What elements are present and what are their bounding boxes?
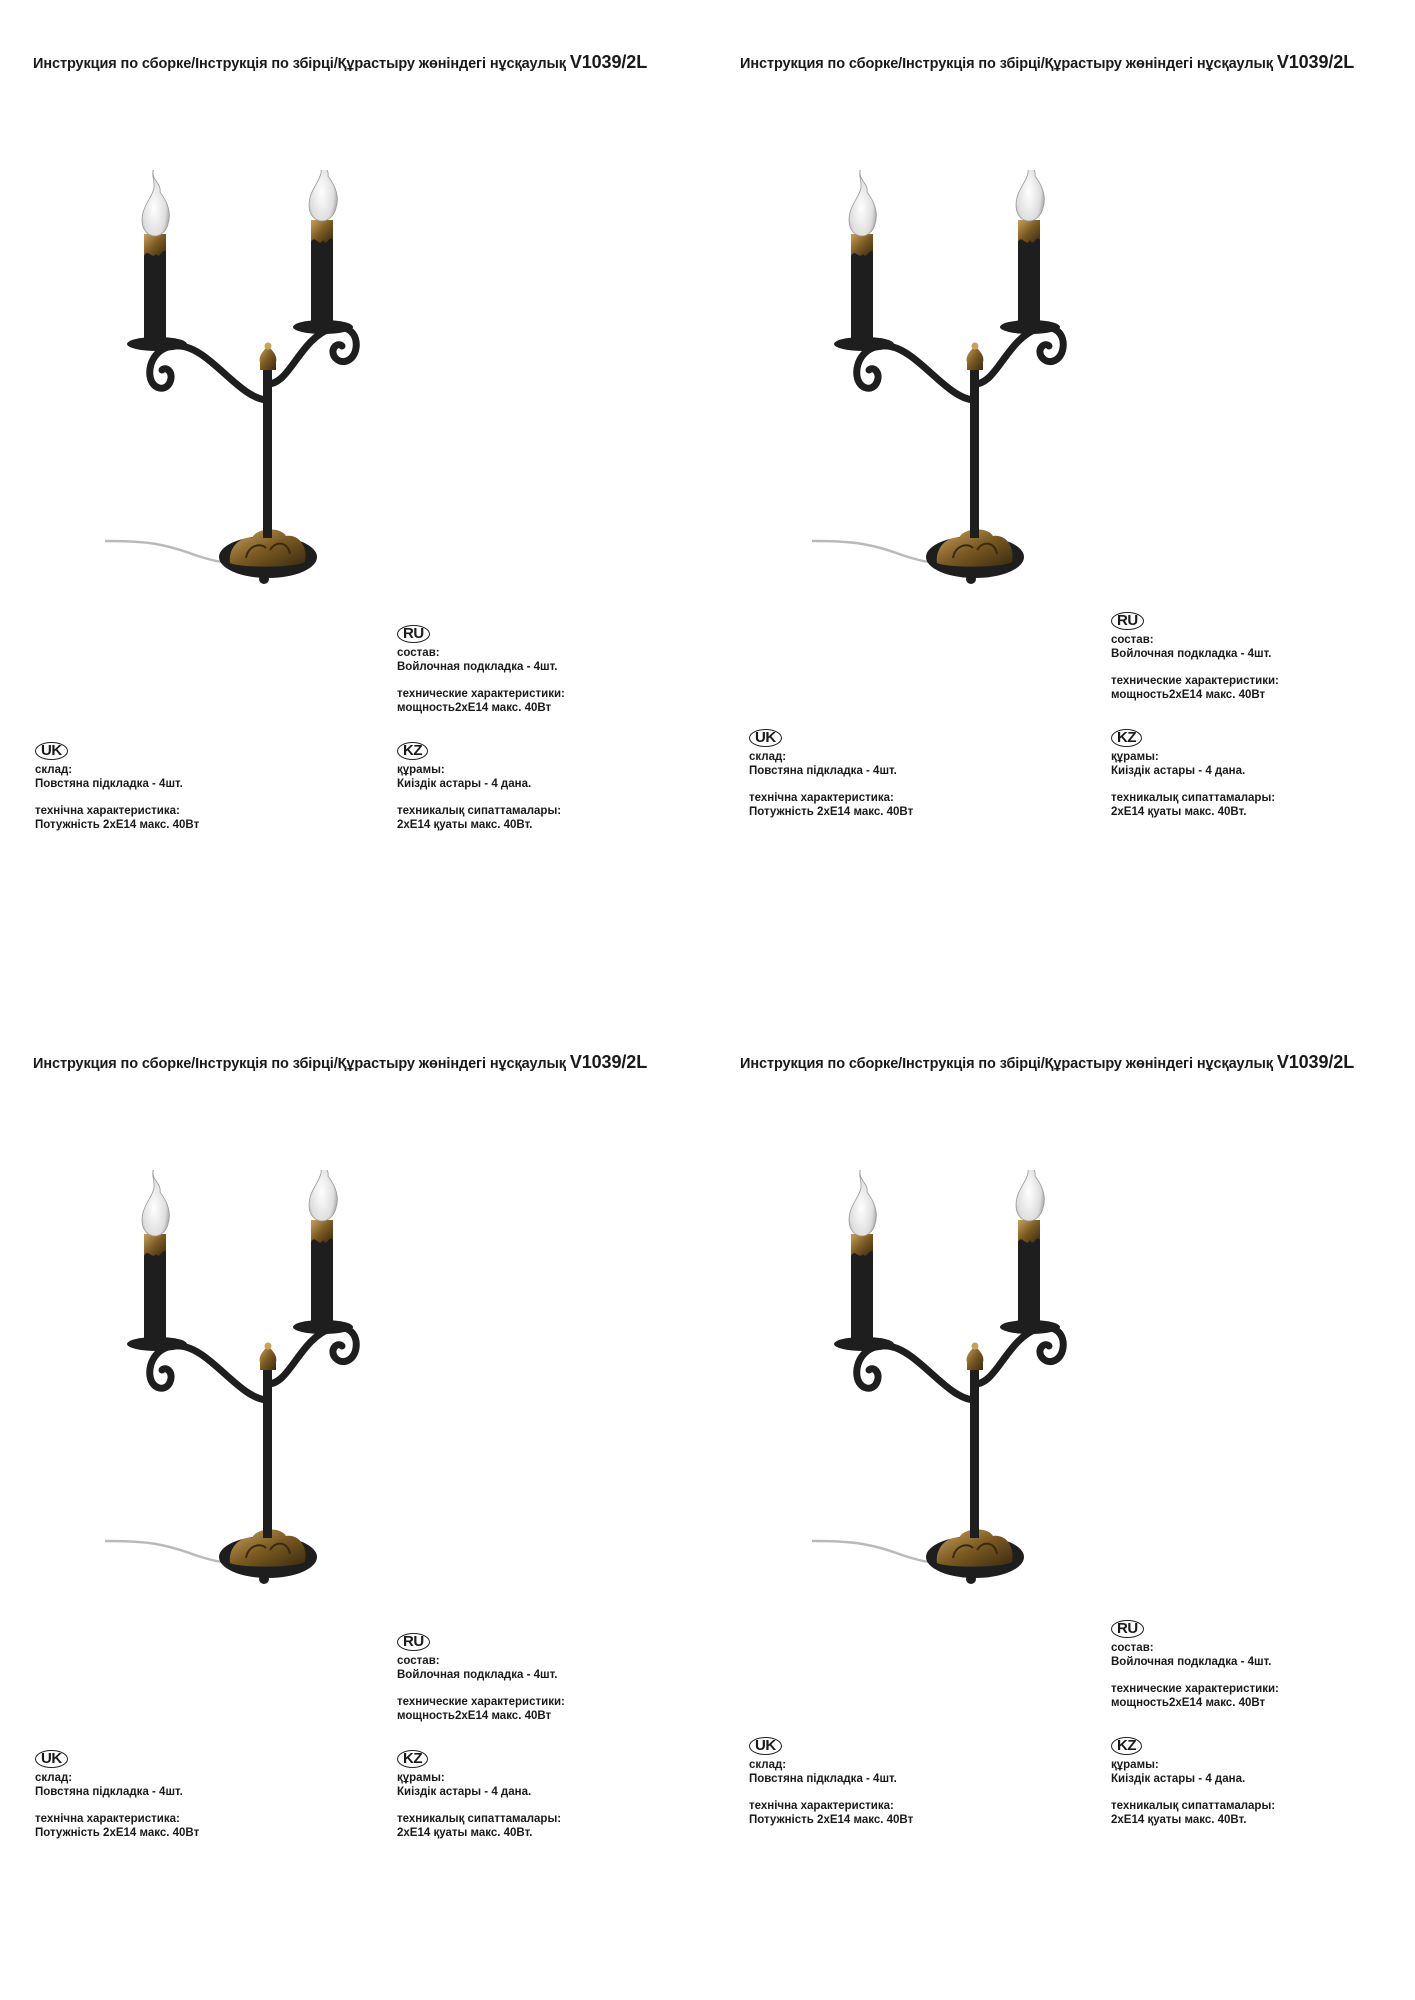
uk-specs-value: Потужність 2хЕ14 макс. 40Вт [749,1813,914,1826]
ru-block [1111,1620,1279,1710]
uk-composition-label: склад: [749,1759,787,1771]
kz-composition-label: құрамы: [397,764,445,776]
uk-block [749,1737,913,1827]
kz-composition-label: құрамы: [1111,1759,1159,1771]
uk-badge: UK [35,742,68,760]
kz-specs-value: 2хЕ14 қуаты макс. 40Вт. [397,818,533,831]
kz-block [1111,729,1275,819]
kz-specs-label: техникалық сипаттамалары: [397,1813,562,1825]
ru-composition-label: состав: [1111,634,1154,646]
ru-badge: RU [397,625,430,643]
kz-specs-value: 2хЕ14 қуаты макс. 40Вт. [397,1826,533,1839]
ru-badge: RU [1111,1620,1144,1638]
model-number: V1039/2L [1276,1052,1355,1072]
kz-composition-label: құрамы: [397,1772,445,1784]
instruction-card [707,1000,1414,2000]
kz-badge: KZ [1111,729,1142,747]
uk-specs-label: технічна характеристика: [35,1813,180,1825]
kz-badge: KZ [397,1750,428,1768]
uk-badge: UK [749,1737,782,1755]
kz-composition-value: Киіздік астары - 4 дана. [1111,1772,1246,1785]
uk-block [35,1750,199,1840]
ru-composition-label: состав: [397,1655,440,1667]
ru-specs-label: технические характеристики: [1111,1683,1279,1695]
ru-specs-value: мощность2хЕ14 макс. 40Вт [397,701,552,714]
kz-specs-value: 2хЕ14 қуаты макс. 40Вт. [1111,1813,1247,1826]
title-text: Инструкция по сборке/Інструкція по збірці/Құрастыру жөніндегі нұсқаулық [33,1056,566,1072]
uk-composition-label: склад: [35,764,73,776]
uk-specs-label: технічна характеристика: [749,792,894,804]
ru-composition-value: Войлочная подкладка - 4шт. [1111,647,1272,660]
kz-block [1111,1737,1275,1827]
model-number: V1039/2L [569,1052,648,1072]
ru-composition-label: состав: [397,647,440,659]
uk-composition-value: Повстяна підкладка - 4шт. [35,1785,183,1798]
uk-block [35,742,199,832]
uk-composition-value: Повстяна підкладка - 4шт. [749,1772,897,1785]
uk-badge: UK [749,729,782,747]
kz-block [397,1750,561,1840]
instruction-card [707,0,1414,1000]
kz-specs-label: техникалық сипаттамалары: [1111,1800,1276,1812]
card-title [33,1052,647,1073]
instruction-card [0,1000,707,2000]
kz-specs-label: техникалық сипаттамалары: [397,805,562,817]
card-title [740,1052,1354,1073]
lamp-image [100,170,400,590]
instruction-card [0,0,707,1000]
kz-badge: KZ [1111,1737,1142,1755]
ru-specs-value: мощность2хЕ14 макс. 40Вт [397,1709,552,1722]
uk-composition-label: склад: [749,751,787,763]
card-title [33,52,647,73]
card-title [740,52,1354,73]
model-number: V1039/2L [569,52,648,72]
uk-specs-value: Потужність 2хЕ14 макс. 40Вт [35,1826,200,1839]
title-text: Инструкция по сборке/Інструкція по збірці/Құрастыру жөніндегі нұсқаулық [740,1056,1273,1072]
ru-block [397,1633,565,1723]
ru-specs-label: технические характеристики: [397,688,565,700]
kz-specs-value: 2хЕ14 қуаты макс. 40Вт. [1111,805,1247,818]
lamp-image [807,1170,1107,1590]
ru-composition-value: Войлочная подкладка - 4шт. [397,1668,558,1681]
ru-composition-value: Войлочная подкладка - 4шт. [1111,1655,1272,1668]
kz-badge: KZ [397,742,428,760]
uk-composition-value: Повстяна підкладка - 4шт. [35,777,183,790]
kz-composition-value: Киіздік астары - 4 дана. [397,1785,532,1798]
ru-block [397,625,565,715]
uk-badge: UK [35,1750,68,1768]
uk-specs-value: Потужність 2хЕ14 макс. 40Вт [35,818,200,831]
ru-specs-value: мощность2хЕ14 макс. 40Вт [1111,688,1266,701]
lamp-image [100,1170,400,1590]
uk-specs-label: технічна характеристика: [749,1800,894,1812]
ru-badge: RU [397,1633,430,1651]
ru-specs-label: технические характеристики: [1111,675,1279,687]
lamp-image [807,170,1107,590]
uk-composition-value: Повстяна підкладка - 4шт. [749,764,897,777]
uk-composition-label: склад: [35,1772,73,1784]
kz-composition-value: Киіздік астары - 4 дана. [397,777,532,790]
ru-badge: RU [1111,612,1144,630]
kz-composition-value: Киіздік астары - 4 дана. [1111,764,1246,777]
ru-composition-label: состав: [1111,1642,1154,1654]
uk-block [749,729,913,819]
ru-specs-value: мощность2хЕ14 макс. 40Вт [1111,1696,1266,1709]
kz-block [397,742,561,832]
kz-composition-label: құрамы: [1111,751,1159,763]
ru-composition-value: Войлочная подкладка - 4шт. [397,660,558,673]
model-number: V1039/2L [1276,52,1355,72]
uk-specs-value: Потужність 2хЕ14 макс. 40Вт [749,805,914,818]
kz-specs-label: техникалық сипаттамалары: [1111,792,1276,804]
uk-specs-label: технічна характеристика: [35,805,180,817]
title-text: Инструкция по сборке/Інструкція по збірці/Құрастыру жөніндегі нұсқаулық [740,56,1273,72]
title-text: Инструкция по сборке/Інструкція по збірці/Құрастыру жөніндегі нұсқаулық [33,56,566,72]
ru-specs-label: технические характеристики: [397,1696,565,1708]
ru-block [1111,612,1279,702]
